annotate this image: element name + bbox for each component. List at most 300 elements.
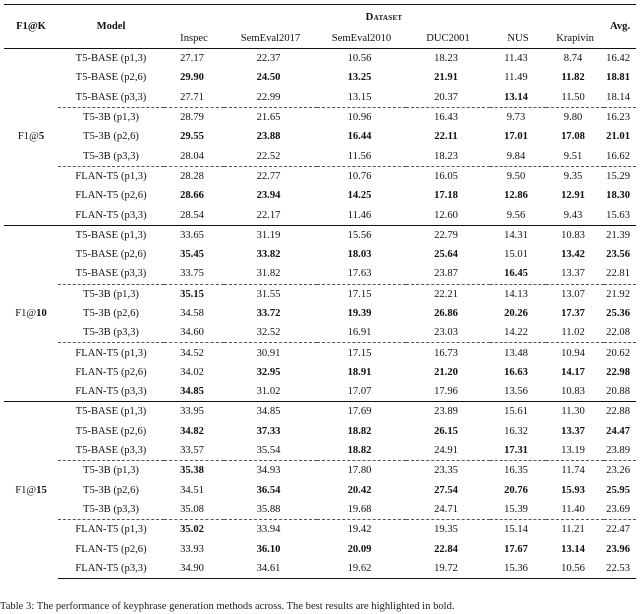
score-cell: 14.25	[347, 190, 372, 202]
score-cell: 11.49	[504, 72, 528, 84]
model-name: FLAN-T5	[75, 190, 119, 202]
avg-cell: 15.29	[604, 166, 636, 186]
avg-cell: 23.96	[606, 543, 630, 555]
model-cell	[58, 304, 164, 323]
model-cell	[58, 146, 164, 166]
score-cell: 14.17	[561, 366, 585, 378]
score-cell: 13.25	[347, 72, 372, 84]
model-param: (p3,3)	[120, 445, 147, 457]
score-cell: 33.57	[180, 445, 204, 457]
score-cell: 33.94	[224, 520, 317, 540]
avg-cell: 23.89	[606, 445, 630, 457]
score-cell: 34.52	[164, 343, 224, 363]
k-prefix: F1@	[15, 308, 37, 319]
score-cell: 10.83	[561, 386, 585, 398]
score-cell: 17.69	[317, 402, 406, 422]
score-cell: 11.50	[561, 91, 585, 103]
score-cell: 15.01	[504, 249, 528, 261]
table-row	[4, 559, 636, 579]
score-cell: 9.80	[546, 107, 604, 127]
score-cell: 11.82	[561, 72, 585, 84]
avg-cell: 18.14	[606, 91, 630, 103]
header-semeval2010: SemEval2010	[317, 29, 406, 49]
score-cell: 17.15	[317, 284, 406, 304]
avg-cell: 24.47	[606, 425, 630, 437]
score-cell: 20.76	[504, 484, 528, 496]
model-cell	[58, 363, 164, 382]
score-cell: 35.08	[180, 503, 204, 515]
score-cell: 35.15	[164, 284, 224, 304]
avg-cell: 20.62	[604, 343, 636, 363]
score-cell: 34.93	[224, 461, 317, 481]
model-param: (p2,6)	[120, 249, 147, 261]
table-row	[4, 323, 636, 343]
model-name: T5-3B	[83, 150, 111, 162]
model-param: (p3,3)	[121, 386, 147, 398]
score-cell: 27.17	[164, 49, 224, 69]
model-cell	[58, 539, 164, 558]
model-name: T5-BASE	[75, 268, 119, 280]
model-name: T5-3B	[83, 112, 111, 124]
model-cell	[58, 264, 164, 284]
k-cell	[4, 402, 58, 579]
score-cell: 19.62	[317, 559, 406, 579]
score-cell: 12.60	[434, 209, 458, 221]
score-cell: 19.39	[347, 308, 372, 319]
score-cell: 13.56	[504, 386, 528, 398]
score-cell: 11.02	[561, 327, 585, 339]
score-cell: 14.31	[490, 225, 546, 245]
avg-cell: 25.95	[606, 484, 630, 496]
avg-cell: 16.62	[606, 150, 630, 162]
model-name: T5-BASE	[75, 249, 119, 261]
score-cell: 21.91	[434, 72, 458, 84]
model-name: T5-3B	[83, 131, 111, 143]
score-cell: 17.08	[561, 131, 585, 143]
score-cell: 20.26	[504, 308, 528, 319]
score-cell: 15.56	[317, 225, 406, 245]
k-prefix: F1@	[17, 131, 39, 143]
header-inspec: Inspec	[164, 29, 224, 49]
score-cell: 25.64	[434, 249, 458, 261]
score-cell: 34.02	[180, 366, 204, 378]
avg-cell: 23.56	[606, 249, 630, 261]
model-cell	[58, 88, 164, 108]
table-row	[4, 461, 636, 481]
table-row	[4, 284, 636, 304]
model-cell	[58, 500, 164, 520]
avg-cell: 20.88	[606, 386, 630, 398]
score-cell: 29.90	[180, 72, 204, 84]
table-row	[4, 166, 636, 186]
score-cell: 22.99	[256, 91, 281, 103]
score-cell: 9.35	[546, 166, 604, 186]
table-row	[4, 49, 636, 69]
table-row	[4, 245, 636, 264]
model-param: (p1,3)	[113, 288, 139, 300]
model-param: (p3,3)	[121, 209, 147, 221]
score-cell: 15.61	[490, 402, 546, 422]
table-row	[4, 500, 636, 520]
score-cell: 15.39	[504, 503, 528, 515]
table-row	[4, 382, 636, 402]
score-cell: 31.82	[256, 268, 281, 280]
score-cell: 16.05	[406, 166, 490, 186]
score-cell: 13.19	[561, 445, 585, 457]
score-cell: 13.15	[347, 91, 372, 103]
score-cell: 34.58	[180, 308, 204, 319]
model-cell	[58, 441, 164, 461]
model-param: (p3,3)	[113, 503, 139, 515]
score-cell: 11.30	[546, 402, 604, 422]
model-param: (p2,6)	[120, 425, 147, 437]
score-cell: 20.37	[434, 91, 458, 103]
score-cell: 23.03	[434, 327, 458, 339]
score-cell: 8.74	[546, 49, 604, 69]
model-name: T5-3B	[83, 327, 111, 339]
score-cell: 10.94	[546, 343, 604, 363]
model-cell	[58, 382, 164, 402]
model-name: FLAN-T5	[75, 386, 119, 398]
header-semeval2017: SemEval2017	[224, 29, 317, 49]
score-cell: 29.55	[180, 131, 204, 143]
score-cell: 10.76	[317, 166, 406, 186]
model-cell	[58, 186, 164, 205]
score-cell: 16.63	[504, 366, 528, 378]
table-row	[4, 520, 636, 540]
score-cell: 34.51	[180, 484, 204, 496]
score-cell: 23.94	[256, 190, 281, 202]
model-cell	[58, 284, 164, 304]
avg-cell: 23.69	[606, 503, 630, 515]
score-cell: 18.03	[347, 249, 372, 261]
score-cell: 28.54	[180, 209, 204, 221]
model-cell	[58, 127, 164, 146]
score-cell: 14.13	[490, 284, 546, 304]
table-row	[4, 107, 636, 127]
model-name: T5-3B	[83, 503, 111, 515]
score-cell: 16.73	[406, 343, 490, 363]
score-cell: 13.37	[561, 425, 585, 437]
avg-cell: 21.39	[604, 225, 636, 245]
model-param: (p1,3)	[113, 112, 139, 124]
model-name: T5-BASE	[75, 425, 119, 437]
score-cell: 24.71	[434, 503, 458, 515]
score-cell: 28.04	[180, 150, 204, 162]
score-cell: 30.91	[224, 343, 317, 363]
model-name: FLAN-T5	[75, 347, 119, 359]
avg-cell: 16.23	[604, 107, 636, 127]
model-name: T5-3B	[83, 484, 111, 496]
model-cell	[58, 225, 164, 245]
table-caption: Table 3: The performance of keyphrase generation methods across. The best results are highlighted in bold.	[0, 601, 455, 612]
table-row	[4, 88, 636, 108]
model-name: T5-BASE	[75, 445, 119, 457]
score-cell: 10.96	[317, 107, 406, 127]
score-cell: 35.02	[164, 520, 224, 540]
score-cell: 17.80	[317, 461, 406, 481]
score-cell: 16.35	[490, 461, 546, 481]
score-cell: 22.79	[406, 225, 490, 245]
header-nus: NUS	[490, 29, 546, 49]
avg-cell: 18.81	[606, 72, 630, 84]
score-cell: 11.46	[347, 209, 372, 221]
model-param: (p1,3)	[120, 406, 147, 418]
model-param: (p2,6)	[121, 366, 147, 378]
score-cell: 17.15	[317, 343, 406, 363]
model-param: (p3,3)	[120, 268, 147, 280]
model-cell	[58, 481, 164, 500]
avg-cell: 22.98	[606, 366, 630, 378]
score-cell: 17.67	[504, 543, 528, 555]
avg-cell: 22.88	[604, 402, 636, 422]
table-row	[4, 146, 636, 166]
score-cell: 10.56	[317, 49, 406, 69]
header-dataset: Dataset	[164, 5, 604, 30]
score-cell: 13.07	[546, 284, 604, 304]
score-cell: 16.45	[504, 268, 528, 280]
score-cell: 15.14	[490, 520, 546, 540]
table-row	[4, 343, 636, 363]
score-cell: 9.50	[490, 166, 546, 186]
score-cell: 14.22	[504, 327, 528, 339]
score-cell: 27.71	[180, 91, 204, 103]
score-cell: 9.43	[563, 209, 583, 221]
score-cell: 17.63	[347, 268, 372, 280]
score-cell: 19.72	[406, 559, 490, 579]
score-cell: 18.91	[347, 366, 372, 378]
score-cell: 16.44	[347, 131, 372, 143]
score-cell: 15.93	[561, 484, 585, 496]
score-cell: 22.21	[406, 284, 490, 304]
header-f1k: F1@K	[4, 5, 58, 49]
model-cell	[58, 402, 164, 422]
score-cell: 35.38	[164, 461, 224, 481]
score-cell: 9.84	[506, 150, 526, 162]
score-cell: 17.37	[561, 308, 585, 319]
table-row	[4, 127, 636, 146]
score-cell: 33.65	[164, 225, 224, 245]
score-cell: 17.07	[347, 386, 372, 398]
avg-cell: 23.26	[604, 461, 636, 481]
score-cell: 18.23	[406, 49, 490, 69]
avg-cell: 22.47	[604, 520, 636, 540]
score-cell: 21.65	[224, 107, 317, 127]
model-param: (p2,6)	[121, 543, 147, 555]
model-name: FLAN-T5	[75, 170, 119, 182]
score-cell: 19.68	[347, 503, 372, 515]
score-cell: 13.42	[561, 249, 585, 261]
score-cell: 11.21	[546, 520, 604, 540]
model-cell	[58, 49, 164, 69]
model-name: FLAN-T5	[75, 562, 119, 574]
header-model: Model	[58, 5, 164, 49]
model-name: T5-BASE	[75, 53, 119, 65]
results-table	[4, 4, 636, 579]
score-cell: 33.82	[256, 249, 281, 261]
score-cell: 32.52	[256, 327, 281, 339]
score-cell: 22.37	[224, 49, 317, 69]
score-cell: 36.54	[256, 484, 281, 496]
score-cell: 26.86	[434, 308, 458, 319]
avg-cell: 21.01	[606, 131, 630, 143]
score-cell: 9.56	[506, 209, 526, 221]
score-cell: 24.50	[256, 72, 281, 84]
avg-cell: 25.36	[606, 308, 630, 319]
model-cell	[58, 245, 164, 264]
score-cell: 22.84	[434, 543, 458, 555]
table-row	[4, 68, 636, 87]
score-cell: 18.23	[434, 150, 458, 162]
score-cell: 33.72	[256, 308, 281, 319]
table-row	[4, 481, 636, 500]
avg-cell: 22.81	[606, 268, 630, 280]
k-cell	[4, 225, 58, 402]
score-cell: 34.82	[180, 425, 204, 437]
avg-cell: 21.92	[604, 284, 636, 304]
score-cell: 33.95	[164, 402, 224, 422]
score-cell: 24.91	[434, 445, 458, 457]
k-cell	[4, 49, 58, 226]
score-cell: 37.33	[256, 425, 281, 437]
score-cell: 10.83	[546, 225, 604, 245]
model-cell	[58, 559, 164, 579]
score-cell: 10.56	[546, 559, 604, 579]
model-param: (p3,3)	[120, 91, 147, 103]
model-cell	[58, 68, 164, 87]
score-cell: 11.74	[546, 461, 604, 481]
score-cell: 12.86	[504, 190, 528, 202]
model-cell	[58, 166, 164, 186]
score-cell: 13.14	[504, 91, 528, 103]
model-param: (p1,3)	[113, 465, 139, 477]
score-cell: 34.60	[180, 327, 204, 339]
k-value: 15	[36, 484, 47, 496]
model-cell	[58, 343, 164, 363]
table-row	[4, 539, 636, 558]
model-name: T5-3B	[83, 465, 111, 477]
score-cell: 22.17	[256, 209, 281, 221]
score-cell: 13.48	[490, 343, 546, 363]
score-cell: 20.09	[347, 543, 372, 555]
score-cell: 17.96	[434, 386, 458, 398]
score-cell: 18.82	[347, 425, 372, 437]
table-body	[4, 49, 636, 579]
score-cell: 12.91	[561, 190, 585, 202]
avg-cell: 22.08	[606, 327, 630, 339]
header-duc2001: DUC2001	[406, 29, 490, 49]
score-cell: 27.54	[434, 484, 458, 496]
score-cell: 16.32	[504, 425, 528, 437]
model-param: (p1,3)	[121, 347, 147, 359]
score-cell: 17.18	[434, 190, 458, 202]
table-row	[4, 186, 636, 205]
model-param: (p1,3)	[121, 170, 147, 182]
avg-cell: 22.53	[604, 559, 636, 579]
score-cell: 35.88	[256, 503, 281, 515]
model-name: T5-BASE	[75, 406, 119, 418]
model-param: (p2,6)	[113, 484, 139, 496]
score-cell: 13.14	[561, 543, 585, 555]
score-cell: 16.43	[406, 107, 490, 127]
k-value: 10	[36, 308, 47, 319]
model-param: (p2,6)	[113, 308, 139, 319]
score-cell: 35.54	[256, 445, 281, 457]
score-cell: 36.10	[256, 543, 281, 555]
score-cell: 28.66	[180, 190, 204, 202]
score-cell: 11.40	[561, 503, 585, 515]
score-cell: 20.42	[347, 484, 372, 496]
score-cell: 19.42	[317, 520, 406, 540]
table-row	[4, 264, 636, 284]
model-cell	[58, 205, 164, 225]
model-param: (p2,6)	[121, 190, 147, 202]
score-cell: 22.77	[224, 166, 317, 186]
table-row	[4, 402, 636, 422]
score-cell: 26.15	[434, 425, 458, 437]
score-cell: 35.45	[180, 249, 204, 261]
model-param: (p3,3)	[113, 327, 139, 339]
model-param: (p3,3)	[113, 150, 139, 162]
score-cell: 33.93	[180, 543, 204, 555]
score-cell: 34.85	[180, 386, 204, 398]
table-row	[4, 225, 636, 245]
score-cell: 23.88	[256, 131, 281, 143]
avg-cell: 15.63	[606, 209, 630, 221]
score-cell: 11.43	[490, 49, 546, 69]
score-cell: 34.61	[224, 559, 317, 579]
model-param: (p1,3)	[120, 53, 147, 65]
model-param: (p2,6)	[120, 72, 147, 84]
model-cell	[58, 323, 164, 343]
score-cell: 22.52	[256, 150, 281, 162]
score-cell: 34.85	[224, 402, 317, 422]
score-cell: 17.31	[504, 445, 528, 457]
model-cell	[58, 422, 164, 441]
header-krapivin: Krapivin	[546, 29, 604, 49]
model-name: T5-BASE	[75, 91, 119, 103]
score-cell: 23.89	[406, 402, 490, 422]
table-row	[4, 441, 636, 461]
k-prefix: F1@	[15, 484, 37, 496]
score-cell: 13.37	[561, 268, 585, 280]
model-param: (p2,6)	[113, 131, 139, 143]
score-cell: 28.28	[164, 166, 224, 186]
score-cell: 18.82	[347, 445, 372, 457]
avg-cell: 18.30	[606, 190, 630, 202]
score-cell: 9.51	[563, 150, 583, 162]
score-cell: 16.91	[347, 327, 372, 339]
model-param: (p1,3)	[121, 524, 147, 536]
k-value: 5	[38, 131, 45, 143]
header-avg: Avg.	[604, 5, 636, 49]
model-name: FLAN-T5	[75, 524, 119, 536]
avg-cell: 16.42	[604, 49, 636, 69]
model-name: T5-3B	[83, 288, 111, 300]
table-row	[4, 363, 636, 382]
model-name: FLAN-T5	[75, 366, 119, 378]
score-cell: 31.19	[224, 225, 317, 245]
score-cell: 31.55	[224, 284, 317, 304]
model-param: (p3,3)	[121, 562, 147, 574]
table-row	[4, 304, 636, 323]
score-cell: 17.01	[504, 131, 528, 143]
model-param: (p1,3)	[120, 229, 147, 241]
header-row-top	[4, 5, 636, 30]
model-cell	[58, 107, 164, 127]
model-name: FLAN-T5	[75, 543, 119, 555]
model-name: FLAN-T5	[75, 209, 119, 221]
